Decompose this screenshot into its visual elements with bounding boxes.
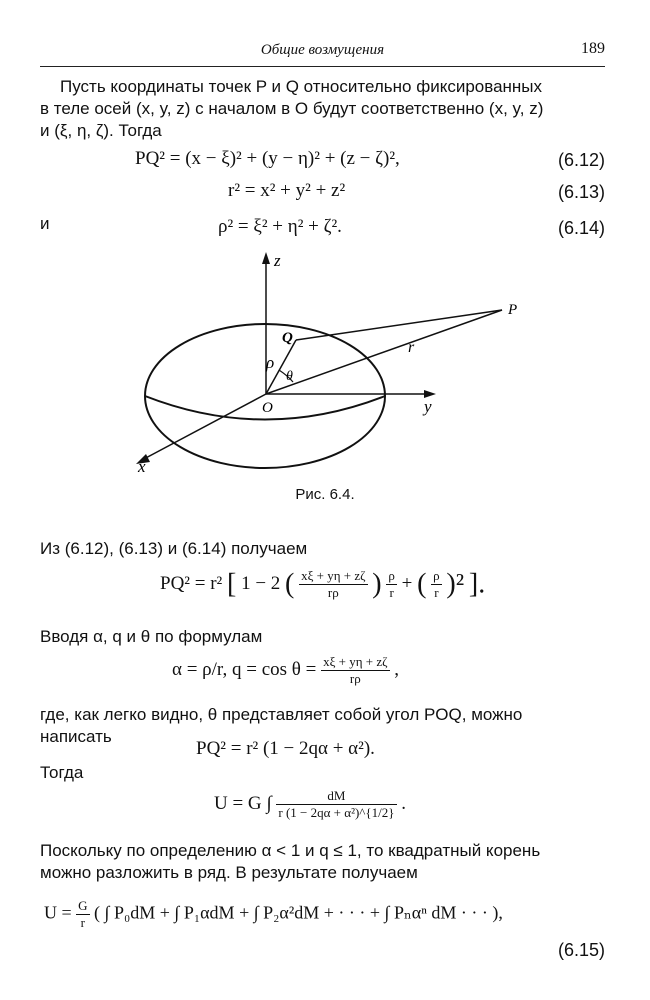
label-q: Q <box>282 330 293 346</box>
equation-number: (6.14) <box>557 218 605 238</box>
fraction <box>276 788 396 821</box>
paragraph-then <box>40 762 605 784</box>
fraction <box>386 568 397 601</box>
equation-u-integral <box>214 788 406 821</box>
text-line: Из (6.12), (6.13) и (6.14) получаем <box>40 539 308 558</box>
bracket-close: ]. <box>468 568 486 600</box>
equation-pq-short: PQ² = r² (1 − 2qα + α²). <box>196 738 375 759</box>
figure-caption: Рис. 6.4. <box>295 486 355 503</box>
eq-tail: , <box>394 658 400 680</box>
equation-number: (6.13) <box>557 182 605 202</box>
fraction <box>299 568 367 601</box>
page-number: 189 <box>581 40 605 57</box>
paragraph-introducing <box>40 626 605 648</box>
paren-close-squared: )² <box>446 568 465 600</box>
eq-lhs: PQ² = r² <box>160 572 223 594</box>
z-axis-arrow <box>262 252 270 264</box>
paragraph-from <box>40 538 605 560</box>
bracket-open: [ <box>226 568 237 600</box>
fraction-denominator: r <box>434 585 439 600</box>
eq-left: U = G ∫ <box>214 792 272 814</box>
fraction-denominator: rρ <box>327 585 339 600</box>
paren-close: ) <box>372 568 382 600</box>
label-origin: O <box>262 400 273 416</box>
label-x: x <box>138 457 146 476</box>
conjunction-and: и <box>40 214 50 233</box>
equation-6-13: r² = x² + y² + z² <box>228 180 346 201</box>
paragraph-intro <box>40 76 605 142</box>
label-r: r <box>408 339 415 356</box>
fraction-denominator: r <box>80 915 86 930</box>
eq-left: α = ρ/r, q = cos θ = <box>172 658 317 680</box>
figure-6-4 <box>0 248 650 488</box>
equation-6-12: PQ² = (x − ξ)² + (y − η)² + (z − ζ)², <box>135 148 400 169</box>
label-p: P <box>508 302 518 318</box>
paren-open: ( <box>417 568 427 600</box>
fraction-numerator: G <box>78 898 88 913</box>
eq-tail: . <box>401 792 406 814</box>
fraction <box>76 898 89 931</box>
text-line: и (ξ, η, ζ). Тогда <box>40 121 162 140</box>
text-line: в теле осей (x, y, z) с началом в O будут соответственно (x, y, z) <box>40 99 544 118</box>
fraction-numerator: ρ <box>388 568 395 583</box>
equation-pq-expansion <box>160 568 485 601</box>
text-line: Пусть координаты точек P и Q относительно фиксированных <box>60 77 543 96</box>
eq-lhs: U = <box>44 902 72 923</box>
equation-6-15 <box>44 898 503 931</box>
text-line: можно разложить в ряд. В результате получаем <box>40 863 418 882</box>
fraction-numerator: xξ + yη + zζ <box>301 568 366 583</box>
text-line: Тогда <box>40 763 84 782</box>
fraction-denominator: r <box>389 585 394 600</box>
eq-plus: + <box>401 572 413 594</box>
equation-number: (6.15) <box>557 940 605 960</box>
fraction-denominator: r (1 − 2qα + α²)^{1/2} <box>278 805 395 820</box>
page-header <box>40 36 605 67</box>
text-line: написать <box>40 727 112 746</box>
fraction <box>431 568 442 601</box>
equation-number: (6.12) <box>557 150 605 170</box>
label-z: z <box>274 251 281 270</box>
fraction-numerator: ρ <box>433 568 440 583</box>
running-title: Общие возмущения <box>260 42 385 58</box>
text-line: Поскольку по определению α < 1 и q ≤ 1, то квадратный корень <box>40 841 541 860</box>
label-rho: ρ <box>266 353 275 372</box>
body-outline <box>145 324 385 468</box>
fraction-denominator: rρ <box>349 671 361 686</box>
equation-6-14: ρ² = ξ² + η² + ζ². <box>218 216 342 237</box>
fraction <box>321 654 389 687</box>
fraction-numerator: xξ + yη + zζ <box>323 654 388 669</box>
equation-alpha-q <box>172 654 399 687</box>
paren-open: ( <box>285 568 295 600</box>
paragraph-since <box>40 840 605 884</box>
segment-pq <box>296 310 502 340</box>
eq-body: ( ∫ P₀dM + ∫ P₁αdM + ∫ P₂α²dM + · · · + ∫ Pₙαⁿ dM · · · ), <box>94 902 503 923</box>
label-theta: θ <box>286 369 293 384</box>
vector-r <box>266 310 502 394</box>
eq-one-minus: 1 − 2 <box>241 572 281 594</box>
label-y: y <box>424 397 432 416</box>
text-line: где, как легко видно, θ представляет собой угол POQ, можно <box>40 705 523 724</box>
fraction-numerator: dM <box>276 788 396 805</box>
x-axis <box>142 394 266 460</box>
text-line: Вводя α, q и θ по формулам <box>40 627 263 646</box>
